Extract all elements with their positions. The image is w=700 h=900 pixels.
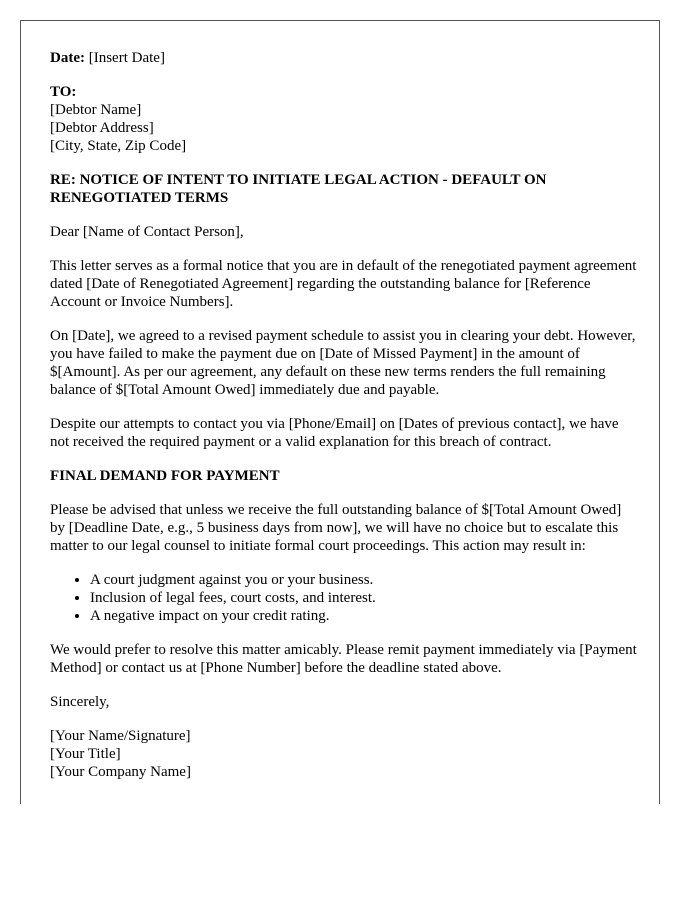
- list-item: • Inclusion of legal fees, court costs, and interest.: [90, 589, 640, 607]
- signature-block: [50, 727, 640, 781]
- recipient-city: [City, State, Zip Code]: [50, 138, 187, 154]
- salutation: Dear [Name of Contact Person],: [50, 224, 244, 240]
- consequences-list: [50, 571, 640, 625]
- list-item: • A court judgment against you or your business.: [90, 571, 640, 589]
- date-value: [Insert Date]: [88, 50, 165, 66]
- subject-line: RE: NOTICE OF INTENT TO INITIATE LEGAL ACTION - DEFAULT ON RENEGOTIATED TERMS: [50, 172, 547, 206]
- date-line: [50, 49, 640, 67]
- body-paragraph: Despite our attempts to contact you via [Phone/Email] on [Dates of previous contact], we have not received the required payment or a valid explanation for this breach of contract.: [50, 416, 619, 450]
- recipient-label: TO:: [50, 84, 77, 100]
- signature-name: [Your Name/Signature]: [50, 728, 191, 744]
- signature-title: [Your Title]: [50, 746, 121, 762]
- recipient-block: [50, 83, 640, 155]
- recipient-name: [Debtor Name]: [50, 102, 142, 118]
- body-paragraph: On [Date], we agreed to a revised payment schedule to assist you in clearing your debt. However, you have failed to make the payment due on [Date of Missed Payment] in the amount of $[Amount]. As per our agreement, any default on these new terms renders the full remaining balance of $[Total Amount Owed] immediately due and payable.: [50, 328, 636, 398]
- letter-page: [20, 20, 660, 804]
- body-paragraph: This letter serves as a formal notice that you are in default of the renegotiated payment agreement dated [Date of Renegotiated Agreement] regarding the outstanding balance for [Reference Account or Invoice Numbers].: [50, 258, 637, 310]
- signature-company: [Your Company Name]: [50, 764, 191, 780]
- closing-paragraph: We would prefer to resolve this matter amicably. Please remit payment immediately via [Payment Method] or contact us at [Phone Number] before the deadline stated above.: [50, 642, 637, 676]
- demand-heading: FINAL DEMAND FOR PAYMENT: [50, 468, 280, 484]
- date-label: Date:: [50, 50, 85, 66]
- signoff: Sincerely,: [50, 694, 110, 710]
- letter-content: [50, 49, 640, 797]
- list-item: • A negative impact on your credit rating.: [90, 607, 640, 625]
- demand-paragraph: Please be advised that unless we receive the full outstanding balance of $[Total Amount Owed] by [Deadline Date, e.g., 5 business days from now], we will have no choice but to escalate this matter to our legal counsel to initiate formal court proceedings. This action may result in:: [50, 502, 622, 554]
- recipient-address: [Debtor Address]: [50, 120, 154, 136]
